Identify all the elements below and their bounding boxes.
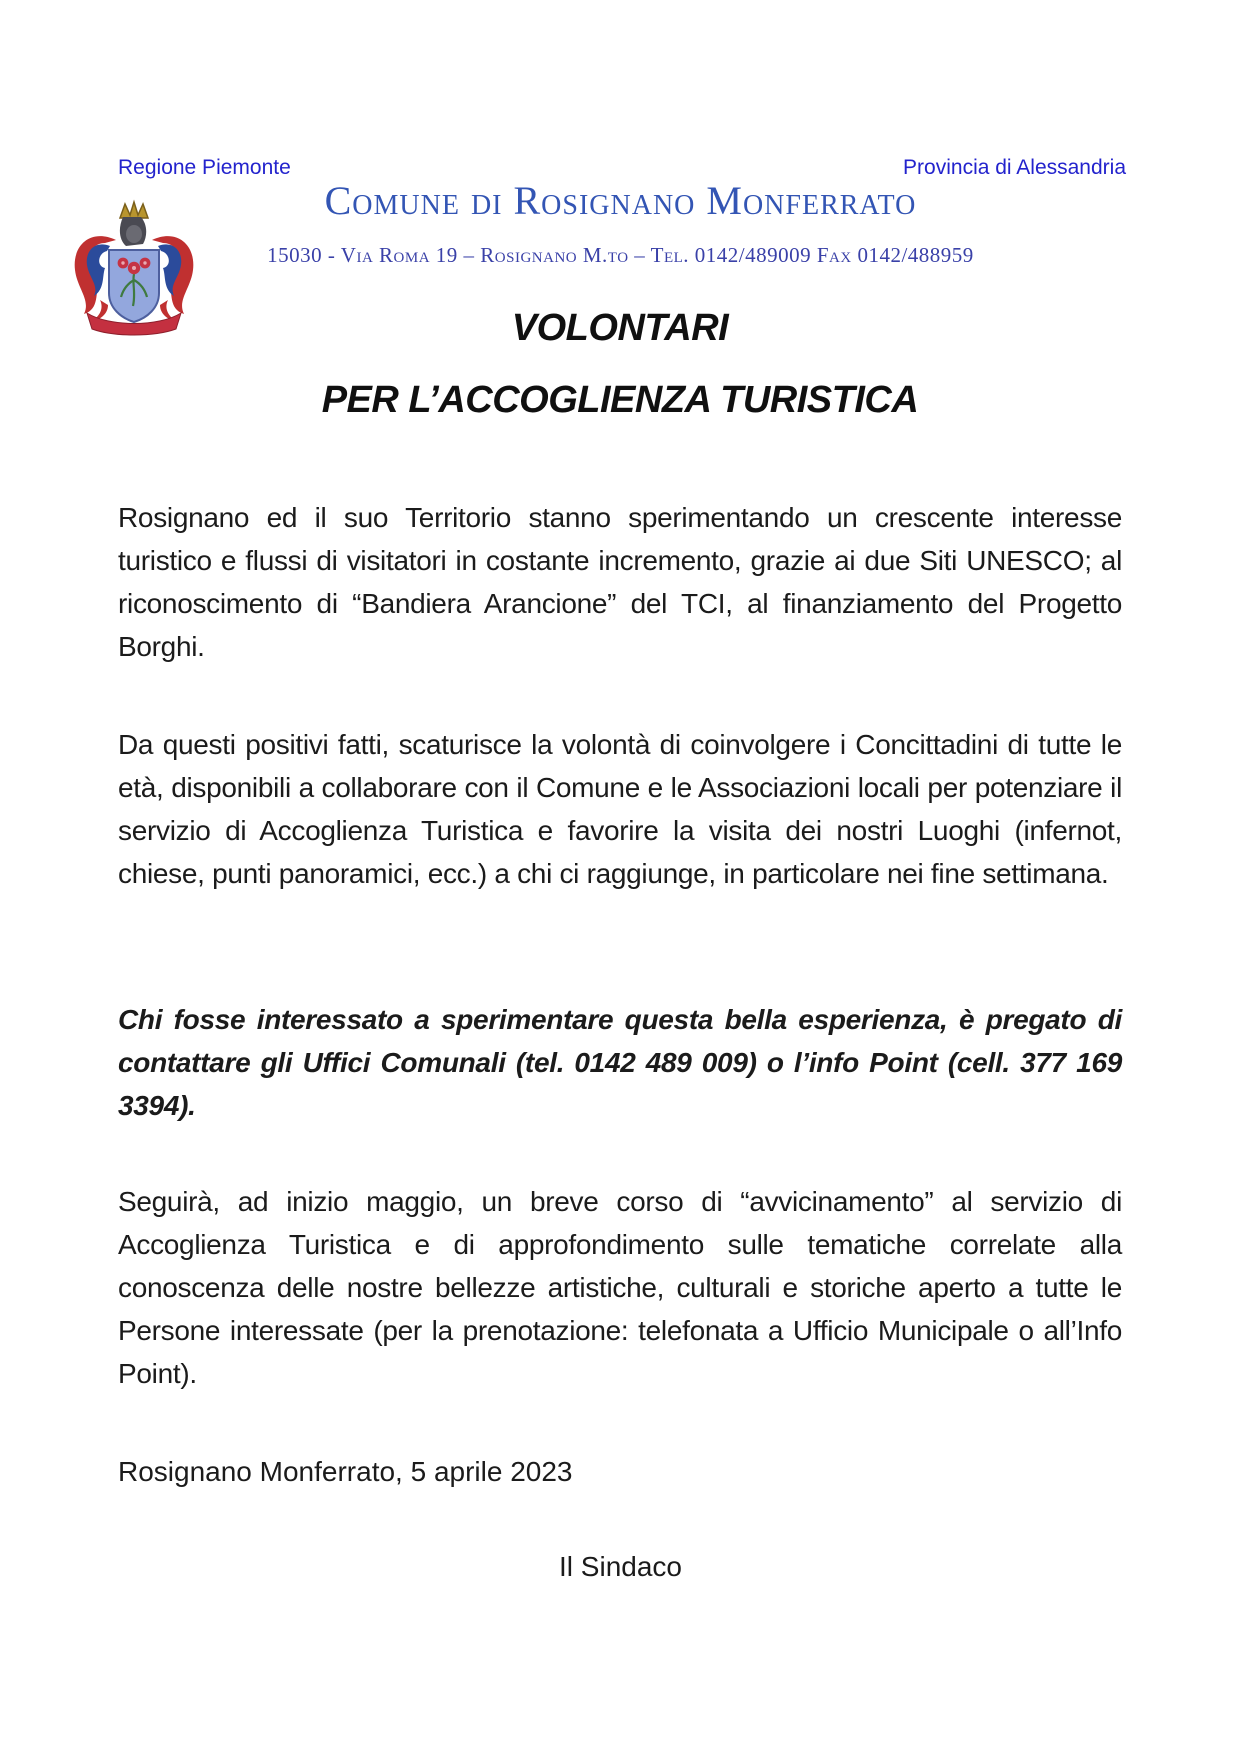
body-paragraph-2: Da questi positivi fatti, scaturisce la volontà di coinvolgere i Concittadini di tutte le età, disponibili a collaborare con il Comune e le Associazioni locali per potenziare il servizio di Accoglienza Turistica e favorire la visita dei nostri Luoghi (infernot, chiese, punti panoramici, ecc.) a chi ci raggiunge, in particolare nei fine settimana. <box>118 729 1122 889</box>
document-title-line2: PER L’ACCOGLIENZA TURISTICA <box>321 379 919 421</box>
municipality-name: Comune di Rosignano Monferrato <box>324 178 917 223</box>
document-title-line1: VOLONTARI <box>511 307 729 349</box>
body-paragraph-3-contact: Chi fosse interessato a sperimentare questa bella esperienza, è pregato di contattare gli Uffici Comunali (tel. 0142 489 009) o l’info Point (cell. 377 169 3394). <box>118 1004 1122 1121</box>
region-label: Regione Piemonte <box>118 156 291 179</box>
signature-title: Il Sindaco <box>559 1551 682 1582</box>
body-paragraph-4: Seguirà, ad inizio maggio, un breve corso di “avvicinamento” al servizio di Accoglienza Turistica e di approfondimento sulle tematiche correlate alla conoscenza delle nostre bellezze artistiche, culturali e storiche aperto a tutte le Persone interessate (per la prenotazione: telefonata a Ufficio Municipale o all’Info Point). <box>118 1186 1122 1389</box>
body-paragraph-1: Rosignano ed il suo Territorio stanno sperimentando un crescente interesse turistico e flussi di visitatori in costante incremento, grazie ai due Siti UNESCO; al riconoscimento di “Bandiera Arancione” del TCI, al finanziamento del Progetto Borghi. <box>118 502 1122 662</box>
municipality-address-line: 15030 - Via Roma 19 – Rosignano M.to – Tel. 0142/489009 Fax 0142/488959 <box>267 243 974 267</box>
province-label: Provincia di Alessandria <box>903 156 1126 179</box>
dateline: Rosignano Monferrato, 5 aprile 2023 <box>118 1456 573 1487</box>
